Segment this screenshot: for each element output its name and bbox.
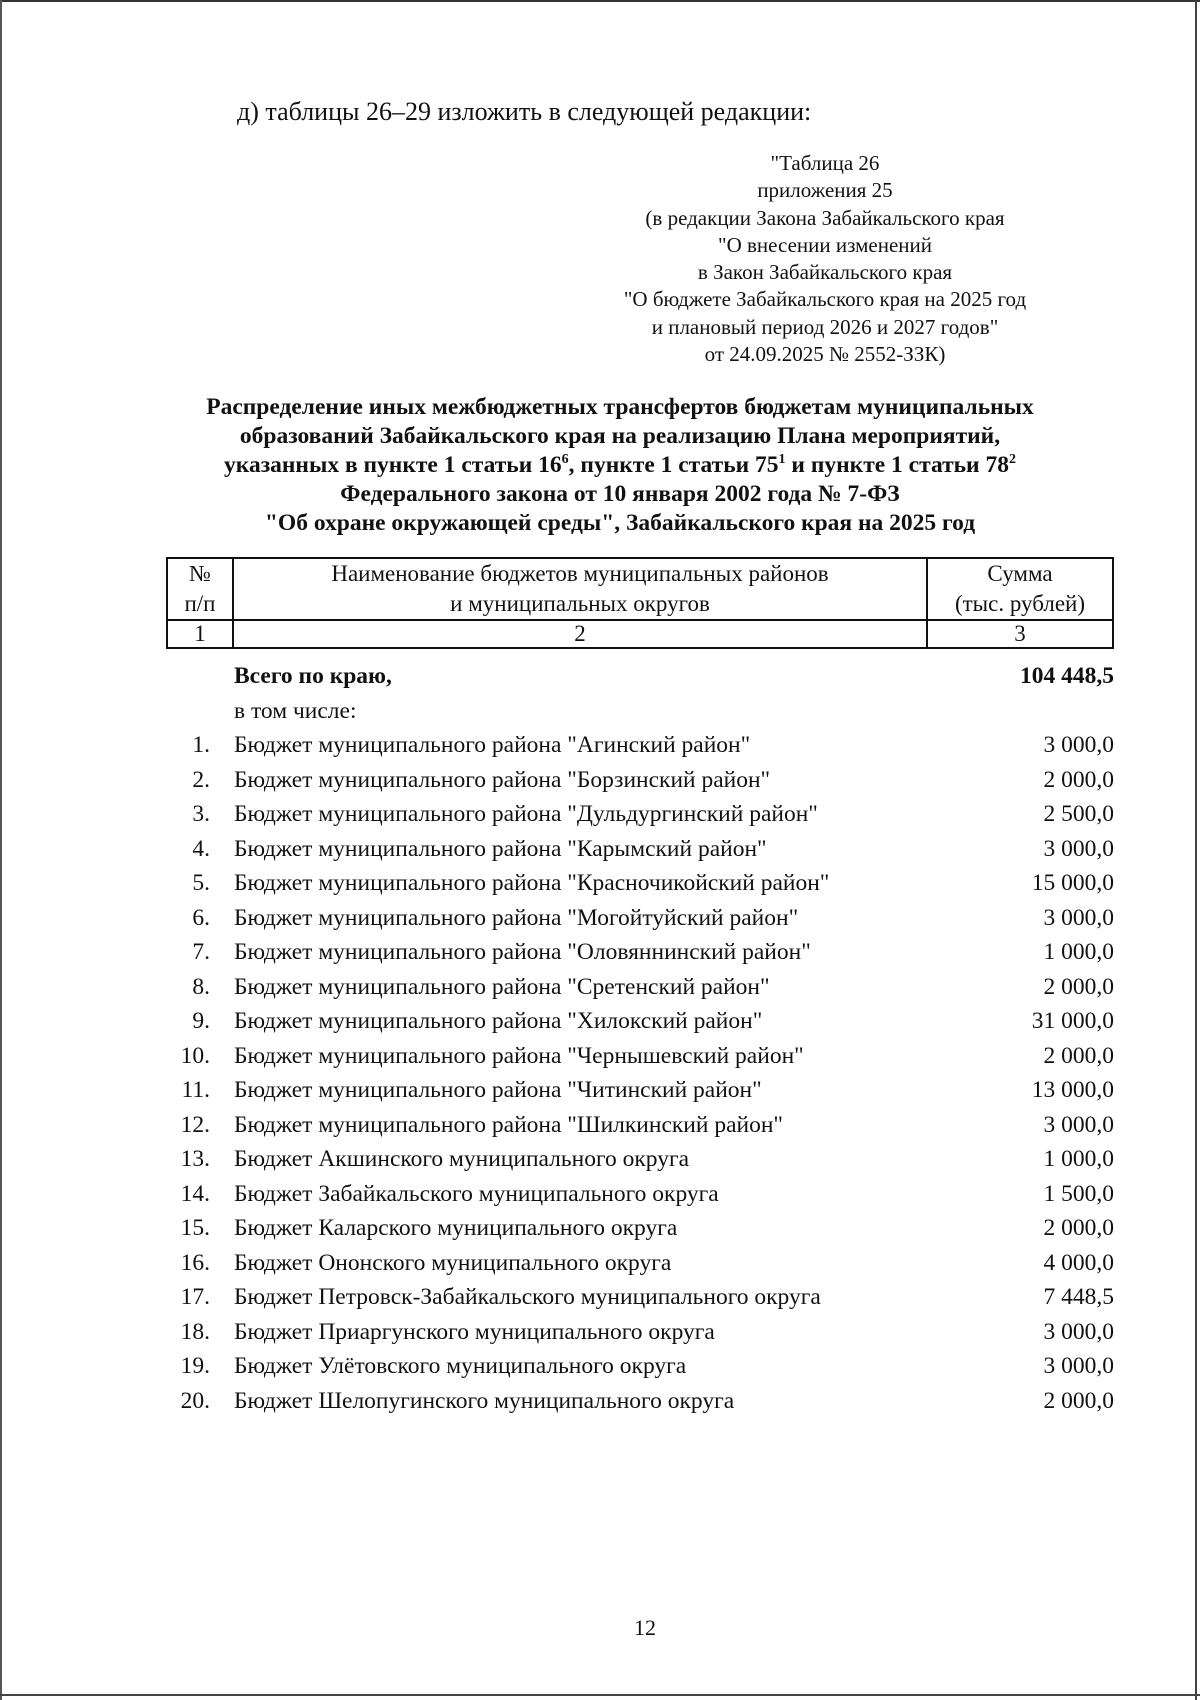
row-sum: 1 000,0 bbox=[1043, 1146, 1114, 1172]
row-number: 9. bbox=[192, 1008, 210, 1034]
table-row bbox=[166, 866, 1114, 901]
subtotal-label: в том числе: bbox=[234, 697, 357, 724]
header-text: (тыс. рублей) bbox=[954, 591, 1086, 616]
data-rows bbox=[166, 728, 1114, 1418]
table-row bbox=[166, 935, 1114, 970]
title-line: Распределение иных межбюджетных трансфертов бюджетам муниципальных bbox=[206, 394, 1034, 420]
table-row bbox=[166, 901, 1114, 936]
row-name: Бюджет Шелопугинского муниципального округа bbox=[234, 1387, 735, 1414]
intro-paragraph: д) таблицы 26–29 изложить в следующей редакции: bbox=[237, 97, 812, 126]
row-sum: 2 000,0 bbox=[1043, 1387, 1114, 1414]
row-sum: 2 000,0 bbox=[1043, 766, 1114, 793]
table-row bbox=[166, 832, 1114, 867]
title-line: "Об охране окружающей среды", Забайкальского края на 2025 год bbox=[264, 510, 976, 536]
header-text: Наименование бюджетов муниципальных районов bbox=[331, 561, 829, 586]
row-name: Бюджет муниципального района "Чернышевский район" bbox=[234, 1042, 804, 1069]
row-number: 7. bbox=[192, 939, 210, 965]
scan-edge-bottom bbox=[0, 1694, 1200, 1696]
row-name: Бюджет Ононского муниципального округа bbox=[234, 1249, 672, 1276]
total-sum: 104 448,5 bbox=[1020, 663, 1114, 689]
row-sum: 2 000,0 bbox=[1043, 1042, 1114, 1069]
table-row bbox=[166, 970, 1114, 1005]
row-sum: 15 000,0 bbox=[1031, 870, 1114, 896]
table-row bbox=[166, 1246, 1114, 1281]
table-row bbox=[166, 1280, 1114, 1315]
row-name: Бюджет муниципального района "Агинский район" bbox=[234, 732, 751, 758]
approval-block bbox=[560, 150, 1090, 368]
row-number: 19. bbox=[180, 1353, 210, 1379]
row-name: Бюджет муниципального района "Хилокский район" bbox=[234, 1008, 763, 1034]
header-text: п/п bbox=[184, 591, 216, 616]
row-number: 17. bbox=[180, 1284, 210, 1310]
approval-line: "О бюджете Забайкальского края на 2025 год bbox=[623, 287, 1027, 312]
table-row bbox=[166, 1073, 1114, 1108]
header-text: и муниципальных округов bbox=[450, 591, 710, 616]
column-number-cell: 2 bbox=[233, 620, 927, 648]
row-number: 3. bbox=[192, 801, 210, 827]
scan-edge-left bbox=[0, 0, 2, 1700]
title-superscript: 2 bbox=[1008, 452, 1016, 468]
row-sum: 2 500,0 bbox=[1043, 801, 1114, 827]
header-cell-number bbox=[167, 558, 233, 620]
header-row bbox=[167, 558, 1113, 620]
row-sum: 13 000,0 bbox=[1031, 1077, 1114, 1103]
row-name: Бюджет Улётовского муниципального округа bbox=[234, 1353, 687, 1379]
title-text: указанных в пункте 1 статьи 16 bbox=[224, 452, 562, 478]
scan-edge-top bbox=[0, 0, 1200, 2]
row-number: 12. bbox=[180, 1111, 210, 1138]
approval-line: и плановый период 2026 и 2027 годов" bbox=[651, 314, 999, 339]
title-text: и пункте 1 статьи 78 bbox=[785, 452, 1009, 478]
title-line: образований Забайкальского края на реализацию Плана мероприятий, bbox=[239, 423, 1001, 449]
row-name: Бюджет муниципального района "Могойтуйский район" bbox=[234, 904, 799, 931]
total-label: Всего по краю, bbox=[234, 663, 392, 689]
row-number: 15. bbox=[180, 1215, 210, 1241]
row-sum: 31 000,0 bbox=[1031, 1008, 1114, 1034]
table-row bbox=[166, 728, 1114, 763]
table-row bbox=[166, 1108, 1114, 1143]
title-line bbox=[140, 451, 1100, 480]
row-sum: 4 000,0 bbox=[1043, 1249, 1114, 1276]
row-sum: 1 000,0 bbox=[1043, 939, 1114, 965]
row-name: Бюджет Петровск-Забайкальского муниципального округа bbox=[234, 1284, 821, 1310]
row-number: 2. bbox=[192, 766, 210, 793]
column-number-cell: 3 bbox=[927, 620, 1113, 648]
row-sum: 2 000,0 bbox=[1043, 1215, 1114, 1241]
row-sum: 3 000,0 bbox=[1043, 835, 1114, 862]
row-name: Бюджет Акшинского муниципального округа bbox=[234, 1146, 690, 1172]
total-row bbox=[166, 659, 1114, 694]
table-header bbox=[166, 557, 1114, 649]
table-row bbox=[166, 797, 1114, 832]
row-sum: 3 000,0 bbox=[1043, 1353, 1114, 1379]
row-number: 10. bbox=[180, 1042, 210, 1069]
row-name: Бюджет муниципального района "Красночикойский район" bbox=[234, 870, 830, 896]
row-number: 16. bbox=[180, 1249, 210, 1276]
row-sum: 1 500,0 bbox=[1043, 1180, 1114, 1207]
row-number: 13. bbox=[180, 1146, 210, 1172]
row-number: 14. bbox=[180, 1180, 210, 1207]
row-sum: 3 000,0 bbox=[1043, 1111, 1114, 1138]
document-title bbox=[140, 393, 1100, 538]
row-number: 11. bbox=[181, 1077, 210, 1103]
title-line: Федерального закона от 10 января 2002 года № 7-ФЗ bbox=[340, 481, 900, 507]
row-number: 18. bbox=[180, 1318, 210, 1345]
table-row bbox=[166, 1384, 1114, 1419]
row-sum: 3 000,0 bbox=[1043, 732, 1114, 758]
table-row bbox=[166, 1315, 1114, 1350]
row-number: 8. bbox=[192, 973, 210, 1000]
title-superscript: 1 bbox=[778, 452, 786, 468]
table-row bbox=[166, 1004, 1114, 1039]
row-name: Бюджет Приаргунского муниципального округа bbox=[234, 1318, 715, 1345]
row-sum: 3 000,0 bbox=[1043, 1318, 1114, 1345]
row-number: 20. bbox=[180, 1387, 210, 1414]
row-name: Бюджет муниципального района "Читинский район" bbox=[234, 1077, 762, 1103]
header-text: Сумма bbox=[987, 561, 1053, 586]
row-number: 5. bbox=[192, 870, 210, 896]
table-row bbox=[166, 1349, 1114, 1384]
scan-edge-right bbox=[1195, 0, 1197, 1700]
row-sum: 2 000,0 bbox=[1043, 973, 1114, 1000]
table-row bbox=[166, 1211, 1114, 1246]
table-row bbox=[166, 1039, 1114, 1074]
table-body bbox=[166, 659, 1114, 1418]
approval-line: (в редакции Закона Забайкальского края bbox=[645, 205, 1005, 230]
approval-line: от 24.09.2025 № 2552-ЗЗК) bbox=[704, 342, 946, 367]
row-name: Бюджет муниципального района "Дульдургинский район" bbox=[234, 801, 818, 827]
row-name: Бюджет муниципального района "Борзинский район" bbox=[234, 766, 771, 793]
row-number: 4. bbox=[192, 835, 210, 862]
title-text: , пункте 1 статьи 75 bbox=[568, 452, 779, 478]
row-name: Бюджет муниципального района "Оловяннинский район" bbox=[234, 939, 811, 965]
table-row bbox=[166, 1142, 1114, 1177]
row-name: Бюджет муниципального района "Шилкинский район" bbox=[234, 1111, 784, 1138]
header-cell-name bbox=[233, 558, 927, 620]
row-name: Бюджет Каларского муниципального округа bbox=[234, 1215, 678, 1241]
table-row bbox=[166, 763, 1114, 798]
row-sum: 3 000,0 bbox=[1043, 904, 1114, 931]
column-number-cell: 1 bbox=[167, 620, 233, 648]
column-number-row bbox=[167, 620, 1113, 648]
approval-line: "Таблица 26 bbox=[770, 151, 880, 175]
row-name: Бюджет муниципального района "Карымский район" bbox=[234, 835, 767, 862]
row-number: 6. bbox=[192, 904, 210, 931]
approval-line: в Закон Забайкальского края bbox=[697, 260, 953, 285]
row-name: Бюджет муниципального района "Сретенский район" bbox=[234, 973, 770, 1000]
approval-line: приложения 25 bbox=[757, 178, 893, 203]
row-name: Бюджет Забайкальского муниципального округа bbox=[234, 1180, 719, 1207]
table-row bbox=[166, 1177, 1114, 1212]
subtotal-row bbox=[166, 694, 1114, 729]
approval-line: "О внесении изменений bbox=[718, 232, 932, 257]
row-sum: 7 448,5 bbox=[1043, 1284, 1114, 1310]
header-text: № bbox=[189, 561, 211, 586]
page-number: 12 bbox=[634, 1615, 656, 1640]
row-number: 1. bbox=[192, 732, 210, 758]
title-superscript: 6 bbox=[561, 452, 569, 468]
header-cell-sum bbox=[927, 558, 1113, 620]
